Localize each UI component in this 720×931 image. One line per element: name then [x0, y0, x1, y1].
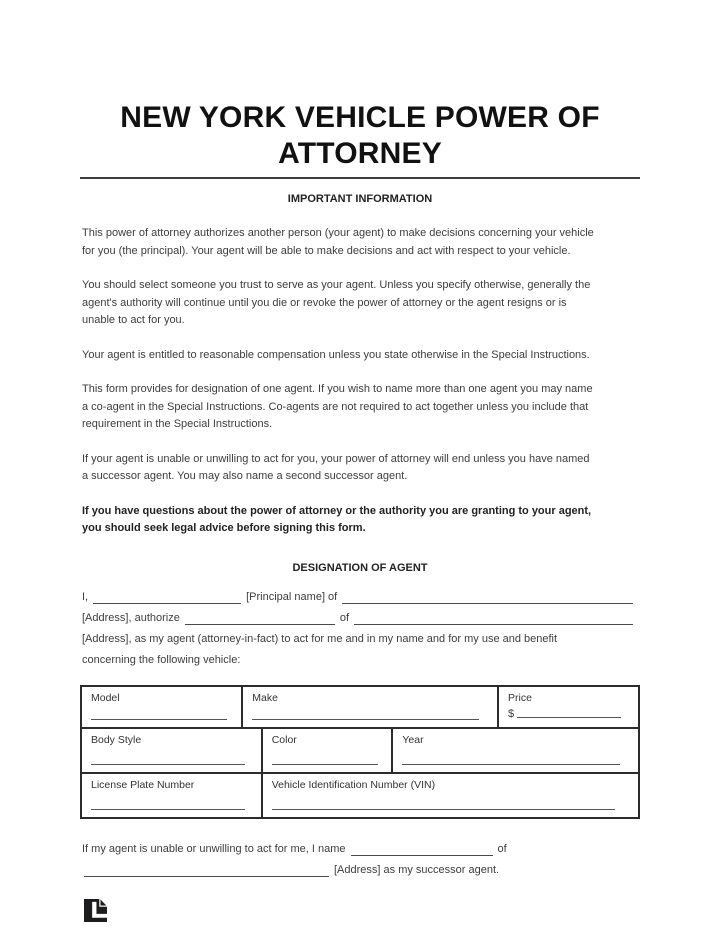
info-paragraph-5	[82, 451, 638, 486]
price-cell	[499, 687, 638, 727]
designation-line-2	[82, 608, 638, 629]
color-cell	[263, 729, 394, 772]
designation-paragraph	[82, 587, 638, 671]
successor-line-1	[82, 839, 638, 860]
make-cell	[243, 687, 499, 727]
designation-text: I,	[82, 590, 89, 603]
successor-text: [Address] as my successor agent.	[334, 863, 500, 876]
paragraph-line: If you have questions about the power of attorney or the authority you are granting to your agent,	[82, 504, 592, 517]
successor-agent-paragraph	[82, 839, 638, 881]
designation-text: [Address], as my agent (attorney-in-fact) to act for me and in my name and for my use and benefit	[82, 632, 558, 645]
paragraph-line: requirement in the Special Instructions.	[82, 418, 273, 430]
color-label: Color	[271, 733, 297, 746]
color-blank[interactable]	[272, 763, 378, 765]
year-blank[interactable]	[402, 763, 620, 765]
principal-address-blank[interactable]	[342, 602, 633, 604]
price-blank[interactable]	[517, 716, 621, 718]
successor-text: of	[497, 842, 507, 855]
model-blank[interactable]	[91, 718, 227, 720]
designation-line-1	[82, 587, 638, 608]
paragraph-line: If your agent is unable or unwilling to act for you, your power of attorney will end unless you have named	[82, 452, 590, 465]
title-divider	[80, 177, 640, 179]
paragraph-line: This power of attorney authorizes another person (your agent) to make decisions concerning your vehicle	[82, 227, 594, 239]
designation-text: [Principal name] of	[246, 590, 338, 603]
designation-line-3	[82, 629, 638, 650]
agent-address-blank[interactable]	[354, 623, 633, 625]
price-input-row	[508, 708, 629, 720]
license-plate-cell	[82, 774, 263, 817]
paragraph-line: you should seek legal advice before signing this form.	[82, 522, 366, 534]
model-label: Model	[91, 691, 120, 704]
paragraph-line: for you (the principal). Your agent will be able to make decisions and act with respect to your vehicle.	[82, 244, 571, 257]
info-paragraph-1	[82, 225, 638, 260]
table-row	[82, 774, 638, 817]
vin-blank[interactable]	[272, 808, 615, 810]
price-label: Price	[507, 691, 532, 704]
paragraph-line: You should select someone you trust to serve as your agent. Unless you specify otherwise, generally the	[82, 279, 591, 291]
paragraph-line: agent's authority will continue until you die or revoke the power of attorney or the agent resigns or is	[82, 296, 567, 309]
paragraph-line: a successor agent. You may also name a second successor agent.	[82, 470, 408, 482]
paragraph-line: Your agent is entitled to reasonable compensation unless you state otherwise in the Special Instructions.	[82, 348, 590, 361]
vin-cell	[263, 774, 638, 817]
paragraph-line: unable to act for you.	[82, 314, 185, 326]
designation-text: [Address], authorize	[82, 611, 180, 624]
important-information-heading: IMPORTANT INFORMATION	[287, 193, 433, 205]
agent-name-blank[interactable]	[185, 623, 335, 625]
body-style-blank[interactable]	[91, 763, 245, 765]
body-style-label: Body Style	[91, 733, 142, 746]
principal-name-blank[interactable]	[93, 602, 241, 604]
year-cell	[393, 729, 638, 772]
table-row	[82, 687, 638, 729]
info-paragraph-4	[82, 381, 638, 434]
paragraph-line: a co-agent in the Special Instructions. Co-agents are not required to act together unless you include that	[82, 400, 589, 413]
successor-line-2	[82, 860, 638, 881]
designation-line-4	[82, 650, 638, 671]
info-paragraph-2	[82, 277, 638, 330]
license-plate-label: License Plate Number	[91, 778, 195, 791]
vin-label: Vehicle Identification Number (VIN)	[271, 778, 436, 791]
designation-text: of	[339, 611, 350, 624]
paragraph-line: This form provides for designation of one agent. If you wish to name more than one agent you may name	[82, 383, 593, 395]
document-title: NEW YORK VEHICLE POWER OF ATTORNEY	[120, 101, 600, 170]
designation-of-agent-heading: DESIGNATION OF AGENT	[292, 561, 428, 574]
successor-agent-address-blank[interactable]	[84, 875, 329, 877]
make-label: Make	[252, 691, 278, 704]
table-row	[82, 729, 638, 774]
license-plate-blank[interactable]	[91, 808, 245, 810]
info-paragraph-3	[82, 347, 638, 365]
make-blank[interactable]	[252, 718, 478, 720]
successor-text: If my agent is unable or unwilling to act for me, I name	[82, 842, 346, 855]
designation-text: concerning the following vehicle:	[82, 653, 241, 666]
vehicle-details-table	[80, 685, 640, 819]
legaltemplates-logo	[84, 899, 107, 922]
body-style-cell	[82, 729, 263, 772]
year-label: Year	[402, 733, 424, 746]
dollar-sign: $	[507, 707, 515, 720]
model-cell	[82, 687, 243, 727]
successor-agent-name-blank[interactable]	[351, 854, 493, 856]
legal-advice-notice	[82, 503, 638, 538]
